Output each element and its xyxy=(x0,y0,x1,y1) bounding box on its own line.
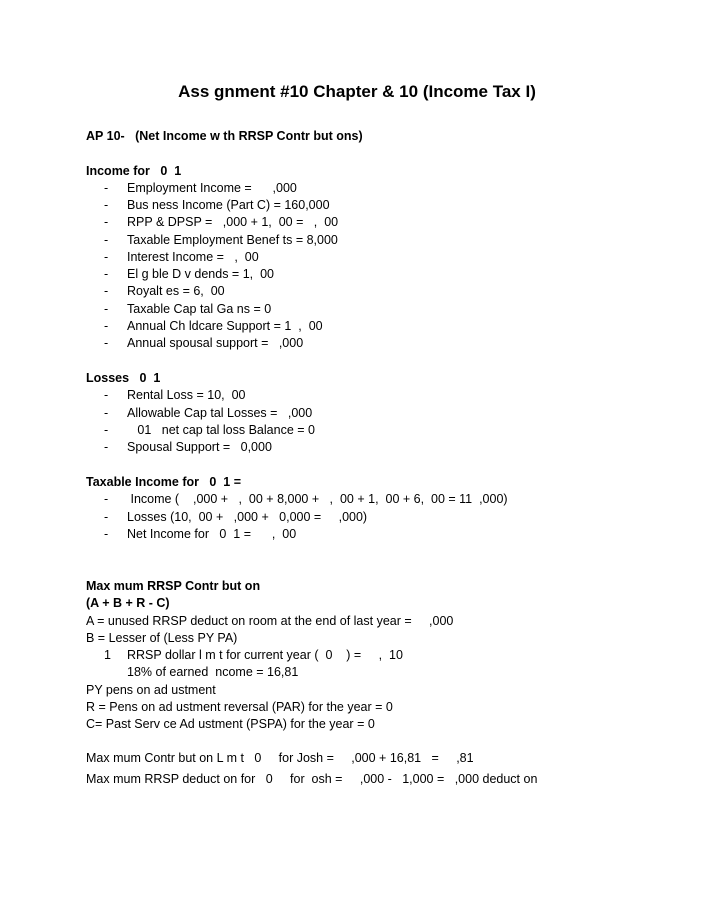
max-contribution-limit: Max mum Contr but on L m t 0 for Josh = ,000 + 16,81 = ,81 xyxy=(86,751,474,765)
rrsp-sub-item-2-text: 18% of earned ncome = 16,81 xyxy=(127,665,299,679)
dash-bullet: - xyxy=(104,336,109,350)
list-item: - Annual spousal support = ,000 xyxy=(104,336,304,350)
list-item: - 01 net cap tal loss Balance = 0 xyxy=(104,423,315,437)
dash-bullet: - xyxy=(104,233,109,247)
dash-bullet: - xyxy=(104,319,109,333)
dash-bullet: - xyxy=(104,181,109,195)
dash-bullet: - xyxy=(104,406,109,420)
taxable-income-heading: Taxable Income for 0 1 = xyxy=(86,475,242,489)
sub-item-number: 1 xyxy=(104,648,111,662)
list-item: - Employment Income = ,000 xyxy=(104,181,297,195)
losses-heading: Losses 0 1 xyxy=(86,371,161,385)
dash-bullet: - xyxy=(104,492,109,506)
dash-bullet: - xyxy=(104,440,109,454)
problem-subtitle: AP 10- (Net Income w th RRSP Contr but ons) xyxy=(86,129,363,143)
dash-bullet: - xyxy=(104,423,109,437)
income-heading: Income for 0 1 xyxy=(86,164,182,178)
rrsp-line-b: B = Lesser of (Less PY PA) xyxy=(86,631,238,645)
dash-bullet: - xyxy=(104,215,109,229)
list-item: - Spousal Support = 0,000 xyxy=(104,440,272,454)
rrsp-line-a: A = unused RRSP deduct on room at the end of last year = ,000 xyxy=(86,614,454,628)
rrsp-sub-item-1-text: RRSP dollar l m t for current year ( 0 ) = , 10 xyxy=(127,648,403,662)
dash-bullet: - xyxy=(104,250,109,264)
list-item: - Taxable Employment Benef ts = 8,000 xyxy=(104,233,338,247)
list-item: - Income ( ,000 + , 00 + 8,000 + , 00 + 1, 00 + 6, 00 = 11 ,000) xyxy=(104,492,508,506)
dash-bullet: - xyxy=(104,510,109,524)
rrsp-heading: Max mum RRSP Contr but on xyxy=(86,579,261,593)
dash-bullet: - xyxy=(104,302,109,316)
list-item: - Allowable Cap tal Losses = ,000 xyxy=(104,406,313,420)
dash-bullet: - xyxy=(104,267,109,281)
list-item: - Losses (10, 00 + ,000 + 0,000 = ,000) xyxy=(104,510,368,524)
max-rrsp-deduction: Max mum RRSP deduct on for 0 for osh = ,000 - 1,000 = ,000 deduct on xyxy=(86,772,538,786)
list-item: - Bus ness Income (Part C) = 160,000 xyxy=(104,198,330,212)
list-item: - El g ble D v dends = 1, 00 xyxy=(104,267,274,281)
dash-bullet: - xyxy=(104,284,109,298)
list-item: - RPP & DPSP = ,000 + 1, 00 = , 00 xyxy=(104,215,339,229)
list-item: - Annual Ch ldcare Support = 1 , 00 xyxy=(104,319,323,333)
rrsp-line-c: C= Past Serv ce Ad ustment (PSPA) for the year = 0 xyxy=(86,717,375,731)
dash-bullet: - xyxy=(104,527,109,541)
list-item: - Royalt es = 6, 00 xyxy=(104,284,225,298)
list-item: - Net Income for 0 1 = , 00 xyxy=(104,527,297,541)
rrsp-formula: (A + B + R - C) xyxy=(86,596,170,610)
list-item: - Interest Income = , 00 xyxy=(104,250,259,264)
rrsp-line-r: R = Pens on ad ustment reversal (PAR) for the year = 0 xyxy=(86,700,393,714)
dash-bullet: - xyxy=(104,198,109,212)
rrsp-line-py: PY pens on ad ustment xyxy=(86,683,216,697)
list-item: - Rental Loss = 10, 00 xyxy=(104,388,246,402)
rrsp-sub-item-1 xyxy=(104,647,111,664)
document-title: Ass gnment #10 Chapter & 10 (Income Tax I) xyxy=(178,82,536,101)
list-item: - Taxable Cap tal Ga ns = 0 xyxy=(104,302,272,316)
dash-bullet: - xyxy=(104,388,109,402)
